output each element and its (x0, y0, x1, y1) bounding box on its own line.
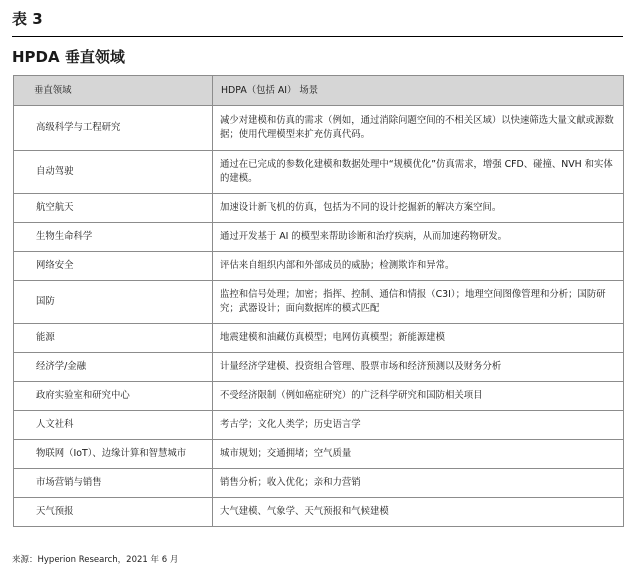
domain-cell: 生物生命科学 (14, 223, 213, 252)
table-row (14, 440, 624, 469)
header-scenario: HDPA（包括 AI） 场景 (213, 76, 624, 106)
scenario-cell: 销售分析；收入优化；亲和力营销 (213, 469, 624, 498)
domain-cell: 航空航天 (14, 194, 213, 223)
table-row (14, 106, 624, 151)
table-row (14, 252, 624, 281)
table-header-row (14, 76, 624, 106)
domain-cell: 市场营销与销售 (14, 469, 213, 498)
scenario-cell: 不受经济限制（例如癌症研究）的广泛科学研究和国防相关项目 (213, 382, 624, 411)
table-row (14, 151, 624, 194)
domain-cell: 能源 (14, 324, 213, 353)
domain-cell: 经济学/金融 (14, 353, 213, 382)
table-row (14, 498, 624, 527)
scenario-cell: 评估来自组织内部和外部成员的威胁；检测欺诈和异常。 (213, 252, 624, 281)
scenario-cell: 加速设计新飞机的仿真，包括为不同的设计挖掘新的解决方案空间。 (213, 194, 624, 223)
table-row (14, 281, 624, 324)
domain-cell: 人文社科 (14, 411, 213, 440)
scenario-cell: 大气建模、气象学、天气预报和气候建模 (213, 498, 624, 527)
scenario-cell: 城市规划；交通拥堵；空气质量 (213, 440, 624, 469)
domain-cell: 自动驾驶 (14, 151, 213, 194)
source-note: 来源：Hyperion Research，2021 年 6 月 (12, 555, 179, 565)
scenario-cell: 计量经济学建模、投资组合管理、股票市场和经济预测以及财务分析 (213, 353, 624, 382)
table-row (14, 194, 624, 223)
scenario-cell: 监控和信号处理；加密；指挥、控制、通信和情报（C3I）；地理空间图像管理和分析；国防研究；武器设计；面向数据库的模式匹配 (213, 281, 624, 324)
scenario-cell: 通过开发基于 AI 的模型来帮助诊断和治疗疾病，从而加速药物研发。 (213, 223, 624, 252)
table-number-label: 表 3 (12, 10, 43, 28)
table-row (14, 353, 624, 382)
scenario-cell: 考古学；文化人类学；历史语言学 (213, 411, 624, 440)
hpda-vertical-table (13, 75, 624, 527)
domain-cell: 高级科学与工程研究 (14, 106, 213, 151)
domain-cell: 政府实验室和研究中心 (14, 382, 213, 411)
domain-cell: 网络安全 (14, 252, 213, 281)
header-vertical-domain: 垂直领域 (14, 76, 213, 106)
table-row (14, 469, 624, 498)
top-divider (12, 36, 623, 37)
scenario-cell: 地震建模和油藏仿真模型；电网仿真模型；新能源建模 (213, 324, 624, 353)
domain-cell: 国防 (14, 281, 213, 324)
scenario-cell: 通过在已完成的参数化建模和数据处理中“规模优化”仿真需求，增强 CFD、碰撞、NVH 和实体的建模。 (213, 151, 624, 194)
scenario-cell: 减少对建模和仿真的需求（例如，通过消除问题空间的不相关区域）以快速筛选大量文献或源数据；使用代理模型来扩充仿真代码。 (213, 106, 624, 151)
domain-cell: 天气预报 (14, 498, 213, 527)
domain-cell: 物联网（IoT）、边缘计算和智慧城市 (14, 440, 213, 469)
table-row (14, 382, 624, 411)
table-title: HPDA 垂直领域 (12, 48, 125, 66)
table-row (14, 223, 624, 252)
table-row (14, 411, 624, 440)
table-row (14, 324, 624, 353)
